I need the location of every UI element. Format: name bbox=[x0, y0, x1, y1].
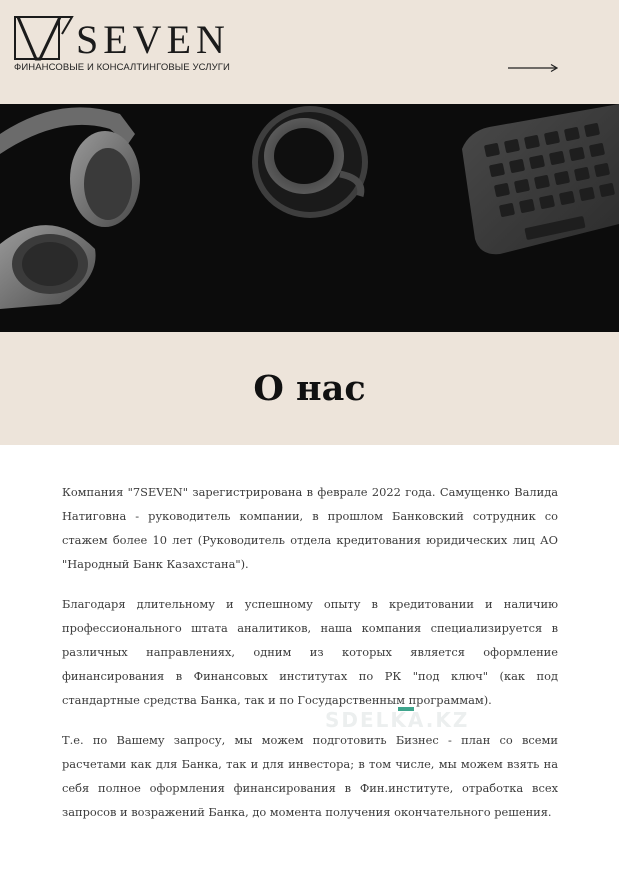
company-logo[interactable] bbox=[14, 12, 239, 74]
paragraph: Благодаря длительному и успешному опыту в кредитовании и наличию профессионального штата аналитиков, наша компания специализируется в различных направлениях, одним из которых является оформление финансирования в Финансовых институтах по РК "под ключ" (как под стандартные средства Банка, так и по Государственным программам). bbox=[62, 597, 558, 707]
watermark: SDELKA.KZ bbox=[325, 708, 470, 732]
coffee-cup-icon bbox=[252, 106, 368, 218]
hero-image bbox=[0, 104, 619, 332]
header bbox=[0, 0, 619, 104]
logo-wordmark: SEVEN bbox=[76, 17, 230, 62]
arrow-right-icon[interactable] bbox=[508, 63, 558, 73]
paragraph: Компания "7SEVEN" зарегистрирована в феврале 2022 года. Самущенко Валида Натиговна - руководитель компании, в прошлом Банковский сотрудник со стажем более 10 лет (Руководитель отдела кредитования юридических лиц АО "Народный Банк Казахстана"). bbox=[62, 485, 558, 571]
paragraph: Т.е. по Вашему запросу, мы можем подготовить Бизнес - план со всеми расчетами как для Банка, так и для инвестора; в том числе, мы можем взять на себя полное оформления финансирования в Фин.институте, отработка всех запросов и возражений Банка, до момента получения окончательного решения. bbox=[62, 733, 558, 819]
title-band bbox=[0, 332, 619, 445]
logo-tagline: ФИНАНСОВЫЕ И КОНСАЛТИНГОВЫЕ УСЛУГИ bbox=[14, 62, 230, 73]
about-text bbox=[62, 480, 558, 840]
logo-mark-icon bbox=[14, 12, 74, 62]
hero-photo-illustration bbox=[0, 104, 619, 332]
page-title: О нас bbox=[253, 368, 366, 409]
